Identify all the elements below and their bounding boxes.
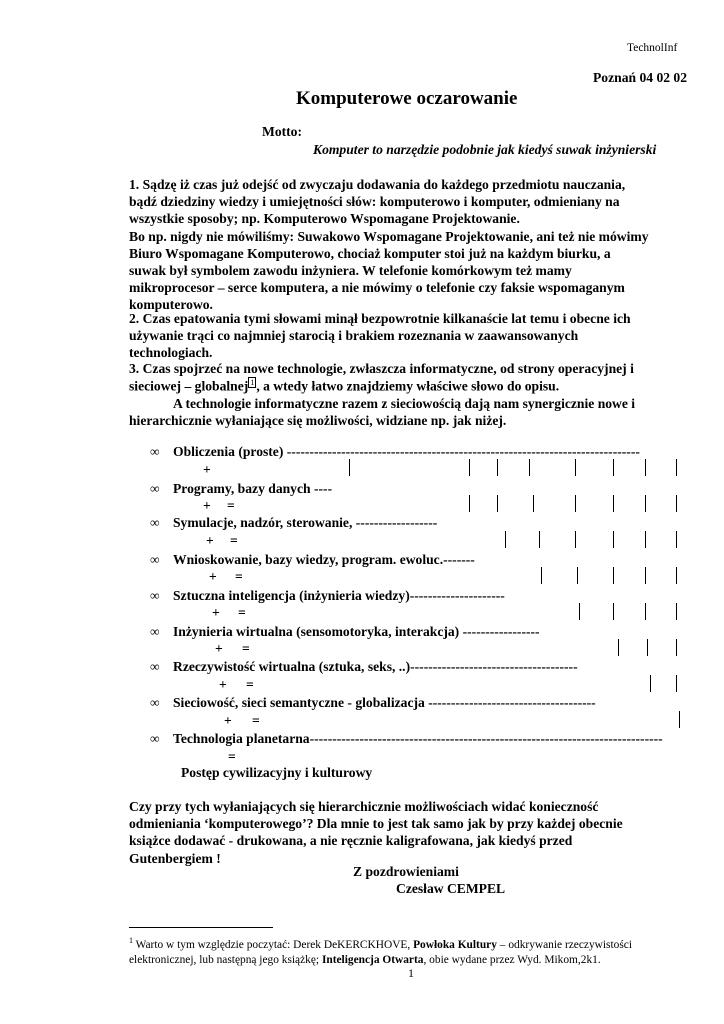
infinity-bullet-icon: ∞ [150,731,160,746]
footnote-reference[interactable]: 1 [250,378,255,388]
connector-line [613,495,614,512]
connector-line [679,711,680,728]
connector-line [645,567,646,584]
greeting: Z pozdrowieniami [353,864,459,879]
book-title: Powłoka Kultury [413,938,497,951]
hierarchy-connector: ------------------------------------------------------------------------------ [309,731,663,746]
paragraph-line: 2. Czas epatowania tymi słowami minął bezpowrotnie kilkanaście lat temu i obecne ich [129,311,631,326]
connector-line [505,531,506,548]
paragraph-line: 3. Czas spojrzeć na nowe technologie, zwłaszcza informatyczne, od strony operacyjnej i [129,361,634,376]
hierarchy-item-label: Sztuczna inteligencja (inżynieria wiedzy) [173,588,410,603]
connector-line [539,531,540,548]
connector-line [645,459,646,476]
equals-sign: = [238,605,246,620]
paragraph-line: technologiach. [129,345,213,361]
hierarchy-item [150,731,663,747]
plus-sign: + [209,569,217,584]
equals-sign: = [242,641,250,656]
footnote-text: – odkrywanie rzeczywistości [496,938,632,951]
plus-sign: + [203,462,211,477]
connector-line [575,495,576,512]
hierarchy-connector: ------- [443,552,475,567]
hierarchy-item-label: Inżynieria wirtualna (sensomotoryka, interakcja) [173,624,460,639]
paragraph-2 [129,310,695,362]
hierarchy-item [150,695,596,711]
hierarchy-connector: ------------------------------------------------------------------------------ [286,444,640,459]
place-date: Poznań 04 02 02 [593,70,688,85]
connector-line [647,639,648,656]
author-name: Czesław CEMPEL [396,881,506,896]
equals-sign: = [246,677,254,692]
hierarchy-item-label: Programy, bazy danych [173,481,311,496]
infinity-bullet-icon: ∞ [150,515,160,530]
connector-line [676,459,677,476]
connector-line [613,531,614,548]
hierarchy-connector: ----------------- [462,624,540,639]
page-title: Komputerowe oczarowanie [296,88,518,109]
connector-line [613,603,614,620]
paragraph-line: używanie trąci co najmniej starocią i brakiem rozeznania w zaawansowanych [129,328,579,344]
hierarchy-item-label: Obliczenia (proste) [173,444,284,459]
plus-sign: + [219,677,227,692]
page-number: 1 [408,966,414,980]
paragraph-line: komputerowo. [129,297,213,313]
connector-line [577,567,578,584]
hierarchy-result: Postęp cywilizacyjny i kulturowy [181,765,373,780]
infinity-bullet-icon: ∞ [150,695,160,710]
connector-line [579,603,580,620]
hierarchy-connector: ------------------------------------- [428,695,596,710]
hierarchy-item-label: Symulacje, nadzór, sterowanie, [173,515,353,530]
document-code: TechnolInf [627,42,678,54]
equals-sign: = [230,533,238,548]
paragraph-line: wszystkie sposoby; np. Komputerowo Wspomagane Projektowanie. [129,211,520,227]
hierarchy-item [150,444,640,460]
footnote-text: Warto w tym względzie poczytać: Derek DeKERCKHOVE, [133,938,414,951]
plus-sign: + [212,605,220,620]
connector-line [676,567,677,584]
hierarchy-connector: ------------------------------------- [410,659,578,674]
hierarchy-item [150,659,578,675]
connector-line [529,459,530,476]
paragraph-line: hierarchicznie wyłaniające się możliwości, widziane np. jak niżej. [129,413,507,429]
infinity-bullet-icon: ∞ [150,552,160,567]
plus-sign: + [206,533,214,548]
hierarchy-item [150,481,332,497]
paragraph-line: Czy przy tych wyłaniających się hierarchicznie możliwościach widać konieczność [129,799,599,814]
footnote-line [129,933,689,953]
closing-paragraph [129,798,695,867]
paragraph-line [129,377,695,395]
connector-line [676,495,677,512]
hierarchy-item [150,588,505,604]
paragraph-1 [129,176,695,314]
paragraph-line: książce dodawać - drukowana, a nie ręcznie kaligrafowana, jak kiedyś przed [129,833,573,849]
infinity-bullet-icon: ∞ [150,481,160,496]
hierarchy-item-label: Rzeczywistość wirtualna (sztuka, seks, ..) [173,659,411,674]
paragraph-line: Biuro Wspomagane Komputerowo, chociaż komputer stoi już na każdym biurku, a [129,245,611,261]
paragraph-line: bądź dziedziny wiedzy i umiejętności słów: komputerowo i komputer, odmieniany na [129,194,620,210]
hierarchy-connector: ---- [313,481,333,496]
infinity-bullet-icon: ∞ [150,588,160,603]
hierarchy-item [150,515,437,531]
plus-sign: + [215,641,223,656]
connector-line [618,639,619,656]
connector-line [650,675,651,692]
paragraph-line: Gutenbergiem ! [129,850,221,866]
paragraph-line: Bo np. nigdy nie mówiliśmy: Suwakowo Wspomagane Projektowanie, ani też nie mówimy [129,228,649,244]
connector-line [645,603,646,620]
hierarchy-item [150,552,475,568]
footnote-text: , obie wydane przez Wyd. Mikom,2k1. [423,953,601,966]
footnote-number: 1 [129,936,133,945]
infinity-bullet-icon: ∞ [150,624,160,639]
connector-line [645,495,646,512]
connector-line [497,495,498,512]
paragraph-line: A technologie informatyczne razem z sieciowością dają nam synergicznie nowe i [173,395,636,411]
hierarchy-item-label: Technologia planetarna [173,731,310,746]
connector-line [613,567,614,584]
connector-line [676,531,677,548]
equals-sign: = [235,569,243,584]
footnote-separator [129,927,273,928]
plus-sign: + [224,713,232,728]
infinity-bullet-icon: ∞ [150,659,160,674]
hierarchy-connector: --------------------- [409,588,505,603]
hierarchy-item-label: Wnioskowanie, bazy wiedzy, program. ewoluc. [173,552,444,567]
footnote-text: elektronicznej, lub następną jego książkę; [129,953,322,966]
book-title: Inteligencja Otwarta [321,953,424,966]
paragraph-line: mikroprocesor – serce komputera, a nie mówimy o telefonie czy faksie wspomaganym [129,280,625,296]
hierarchy-connector: ------------------ [355,515,438,530]
paragraph-line: 1. Sądzę iż czas już odejść od zwyczaju dodawania do każdego przedmiotu nauczania, [129,177,626,192]
equals-sign: = [227,498,235,513]
footnote [129,933,689,968]
equals-sign: = [228,749,236,764]
connector-line [676,603,677,620]
infinity-bullet-icon: ∞ [150,444,160,459]
connector-line [575,531,576,548]
connector-line [575,459,576,476]
hierarchy-item [150,624,540,640]
connector-line [676,675,677,692]
connector-line [469,459,470,476]
paragraph-line: odmieniania ‘komputerowego’? Dla mnie to jest tak samo jak by przy każdej obecnie [129,816,623,832]
paragraph-text: , a wtedy łatwo znajdziemy właściwe słowo do opisu. [256,378,560,394]
connector-line [349,459,350,476]
connector-line [541,567,542,584]
motto-text: Komputer to narzędzie podobnie jak kiedyś suwak inżynierski [313,142,657,157]
paragraph-text: sieciowej – globalnej [129,378,249,394]
connector-line [676,639,677,656]
motto-label: Motto: [262,124,303,139]
connector-line [469,495,470,512]
connector-line [645,531,646,548]
plus-sign: + [203,498,211,513]
connector-line [613,459,614,476]
paragraph-3 [129,360,695,429]
connector-line [533,495,534,512]
hierarchy-item-label: Sieciowość, sieci semantyczne - globalizacja [173,695,425,710]
equals-sign: = [252,713,260,728]
connector-line [497,459,498,476]
paragraph-line: suwak był symbolem zawodu inżyniera. W telefonie komórkowym też mamy [129,263,572,279]
